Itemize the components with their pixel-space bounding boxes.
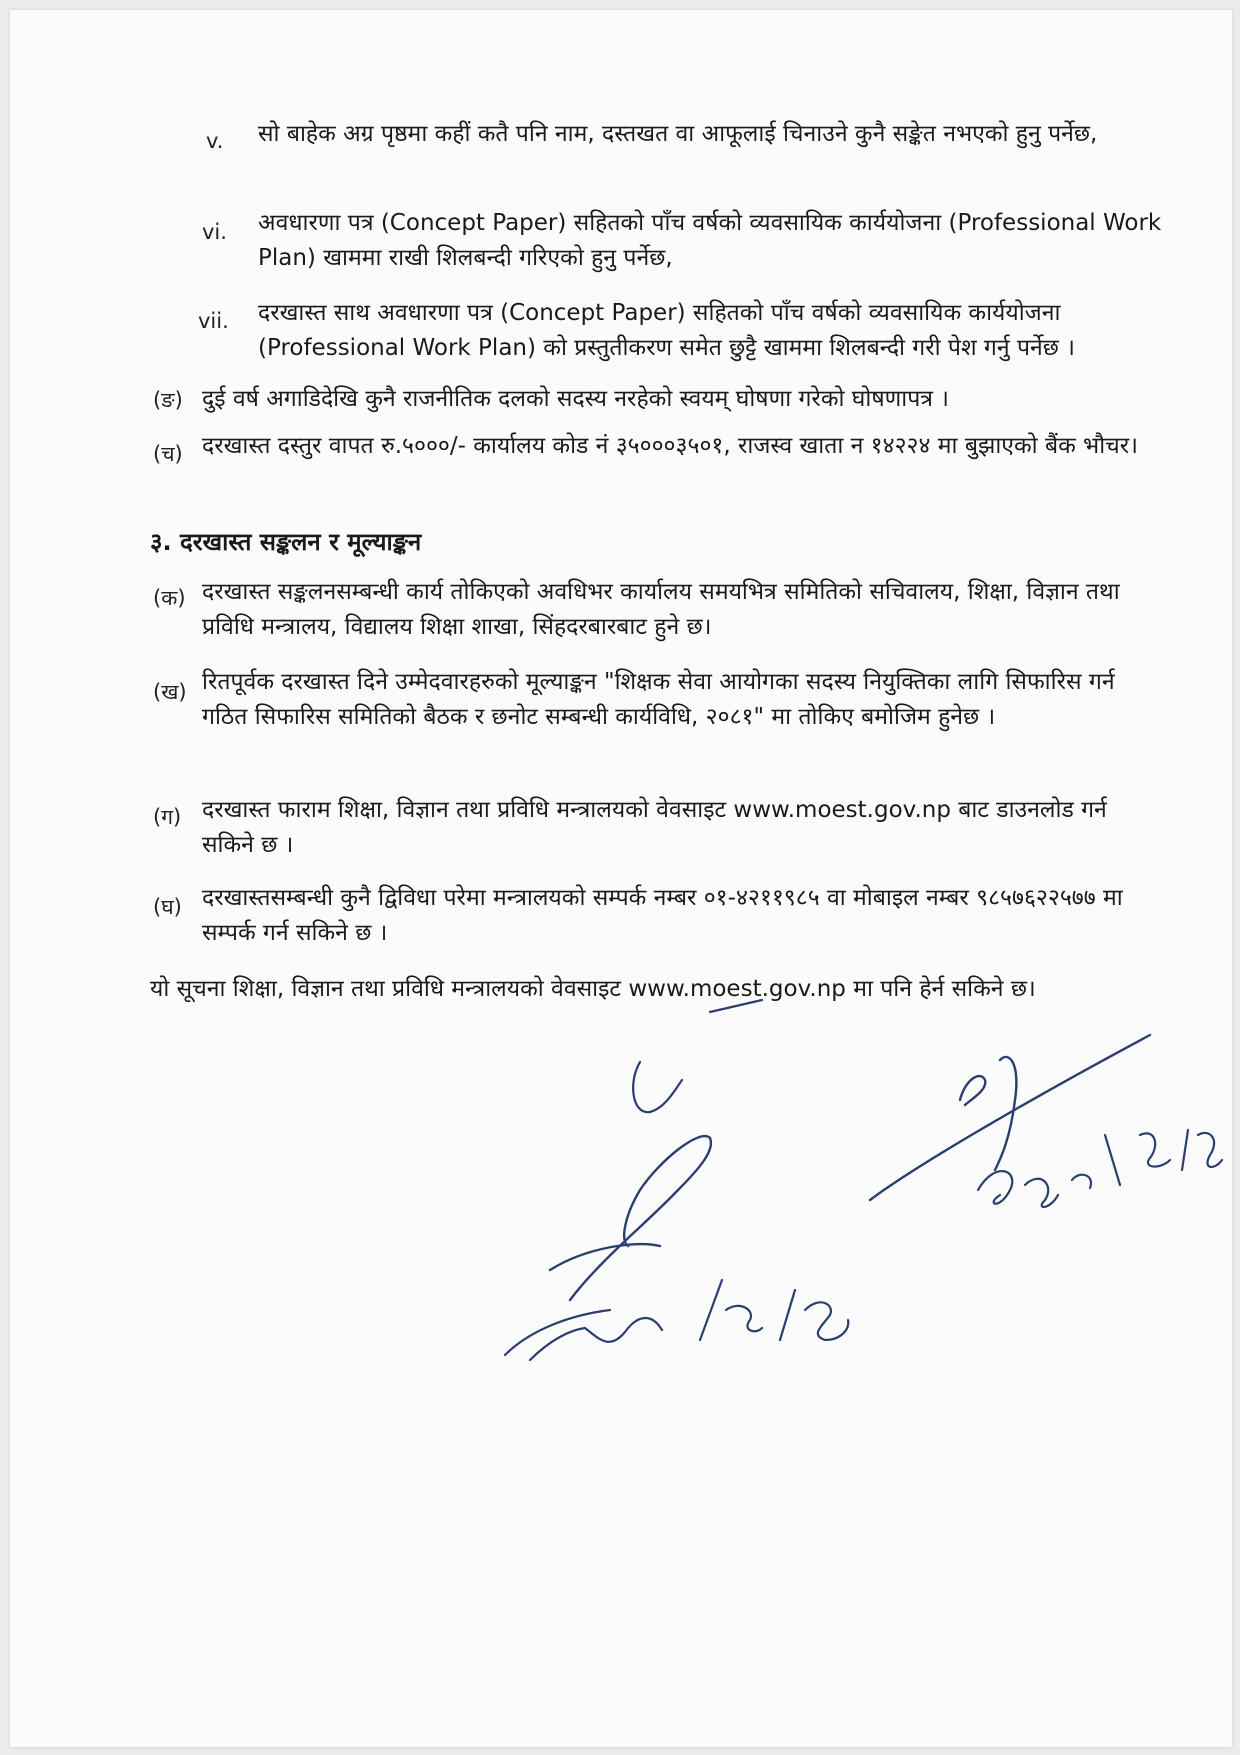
closing-note: यो सूचना शिक्षा, विज्ञान तथा प्रविधि मन्त्रालयको वेवसाइट www.moest.gov.np मा पनि हेर्न सकिने छ।	[150, 976, 1036, 1002]
left-signature-date	[505, 1280, 848, 1360]
item-marker-kha: (ख)	[153, 680, 187, 704]
right-signature	[870, 1035, 1150, 1200]
item-text-ka: दरखास्त सङ्कलनसम्बन्धी कार्य तोकिएको अवधिभर कार्यालय समयभित्र समितिको सचिवालय, शिक्षा, विज्ञान तथा प्रविधि मन्त्रालय, विद्यालय शिक्षा शाखा, सिंहदरबारबाट हुने छ।	[202, 579, 1120, 640]
item-text-nga: दुई वर्ष अगाडिदेखि कुनै राजनीतिक दलको सदस्य नरहेको स्वयम् घोषणा गरेको घोषणापत्र ।	[202, 386, 949, 412]
item-text-v: सो बाहेक अग्र पृष्ठमा कहीं कतै पनि नाम, दस्तखत वा आफूलाई चिनाउने कुनै सङ्केत नभएको हुनु पर्नेछ,	[258, 121, 1098, 147]
item-marker-v: v.	[206, 129, 224, 153]
item-text-ga: दरखास्त फाराम शिक्षा, विज्ञान तथा प्रविधि मन्त्रालयको वेवसाइट www.moest.gov.np बाट डाउनलोड गर्न सकिने छ ।	[202, 797, 1107, 858]
left-signature	[550, 1136, 711, 1300]
item-marker-vii: vii.	[198, 309, 229, 333]
item-text-vi: अवधारणा पत्र (Concept Paper) सहितको पाँच वर्षको व्यवसायिक कार्ययोजना (Professional Work Plan) खाममा राखी शिलबन्दी गरिएको हुनु पर्नेछ,	[258, 210, 1162, 271]
initial-mark	[633, 1000, 762, 1112]
item-marker-gha: (घ)	[153, 895, 182, 919]
item-marker-ka: (क)	[153, 586, 186, 610]
item-marker-vi: vi.	[202, 220, 227, 244]
item-marker-ga: (ग)	[153, 805, 182, 829]
item-text-gha: दरखास्तसम्बन्धी कुनै द्विविधा परेमा मन्त्रालयको सम्पर्क नम्बर ०१-४२११९८५ वा मोबाइल नम्बर ९८५७६२२५७७ मा सम्पर्क गर्न सकिने छ ।	[202, 885, 1123, 946]
right-signature-date	[978, 1130, 1222, 1207]
section-3-heading: ३. दरखास्त सङ्कलन र मूल्याङ्कन	[150, 528, 422, 556]
item-marker-nga: (ङ)	[153, 388, 183, 412]
item-text-kha: रितपूर्वक दरखास्त दिने उम्मेदवारहरुको मूल्याङ्कन "शिक्षक सेवा आयोगका सदस्य नियुक्तिका लागि सिफारिस गर्न गठित सिफारिस समितिको बैठक र छनोट सम्बन्धी कार्यविधि, २०८१" मा तोकिए बमोजिम हुनेछ ।	[202, 669, 1115, 730]
item-text-cha: दरखास्त दस्तुर वापत रु.५०००/- कार्यालय कोड नं ३५०००३५०१, राजस्व खाता न १४२२४ मा बुझाएको बैंक भौचर।	[202, 433, 1138, 459]
item-text-vii: दरखास्त साथ अवधारणा पत्र (Concept Paper) सहितको पाँच वर्षको व्यवसायिक कार्ययोजना (Professional Work Plan) को प्रस्तुतीकरण समेत छुट्टै खाममा शिलबन्दी गरी पेश गर्नु पर्नेछ ।	[258, 300, 1075, 361]
item-marker-cha: (च)	[153, 442, 183, 466]
document-page	[10, 10, 1232, 1747]
